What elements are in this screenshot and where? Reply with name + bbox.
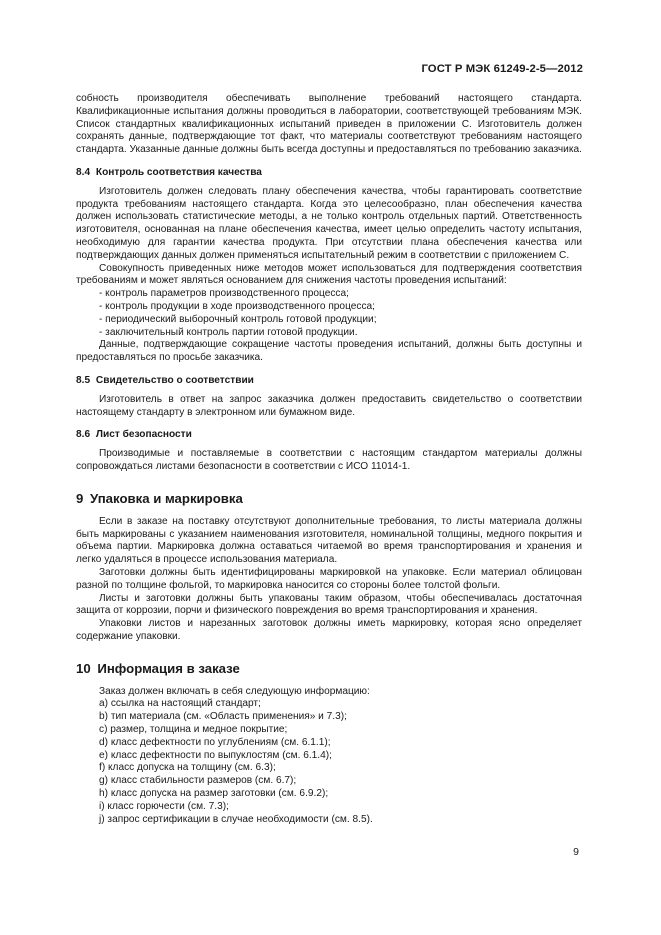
s9-paragraph-4: Упаковки листов и нарезанных заготовок должны иметь маркировку, которая ясно определяет содержание упаковки. [76, 618, 582, 642]
s9-paragraph-1: Если в заказе на поставку отсутствуют дополнительные требования, то листы материала должны быть маркированы с указанием наименования изготовителя, номинальной толщины, медного покрытия и объема партии. Маркировка должна оставаться читаемой во время транспортирования и хранения и легко удаляться в процессе использования материала. [76, 515, 582, 566]
subsection-title: Лист безопасности [95, 429, 192, 441]
subsection-number: 8.6 [76, 429, 91, 441]
subsection-title: Свидетельство о соответствии [95, 374, 254, 386]
subsection-8-6-heading [76, 429, 582, 442]
page-number: 9 [573, 846, 579, 858]
s84-list-item: - контроль параметров производственного процесса; [99, 288, 349, 300]
s10-list-item: i) класс горючести (см. 7.3); [99, 800, 229, 812]
s9-paragraph-2: Заготовки должны быть идентифицированы маркировкой на упаковке. Если материал облицован разной по толщине фольгой, то маркировка наносится со стороны более толстой фольги. [76, 566, 582, 591]
s10-list-item: c) размер, толщина и медное покрытие; [99, 724, 288, 736]
s10-list-item: b) тип материала (см. «Область применения» и 7.3); [99, 711, 347, 723]
s10-list-item: a) ссылка на настоящий стандарт; [99, 698, 261, 710]
section-number: 9 [76, 490, 84, 506]
s9-paragraph-3: Листы и заготовки должны быть упакованы таким образом, чтобы обеспечивалась достаточная защита от коррозии, порчи и физического повреждения во время транспортирования и хранения. [76, 592, 582, 617]
section-title: Упаковка и маркировка [90, 490, 243, 506]
s10-list-item: d) класс дефектности по углублениям (см. 6.1.1); [99, 736, 331, 748]
s84-list-item: - заключительный контроль партии готовой продукции. [99, 326, 358, 338]
page-content [76, 93, 582, 826]
intro-paragraph: собность производителя обеспечивать выполнение требований настоящего стандарта. Квалификационные испытания должны проводиться в лаборатории, соответствующей требованиям МЭК. Список стандартных квалификационных испытаний приведен в приложении С. Изготовитель должен сохранять данные, подтверждающие тот факт, что материалы соответствуют требованиям настоящего стандарта. Указанные данные должны быть всегда доступны и предоставляться по требованию заказчика. [76, 93, 582, 156]
section-10-heading [76, 661, 582, 677]
document-header-id: ГОСТ Р МЭК 61249-2-5—2012 [421, 63, 583, 75]
s10-list-item: e) класс дефектности по выпуклостям (см. 6.1.4); [99, 749, 332, 761]
s10-list-item: h) класс допуска на размер заготовки (см. 6.9.2); [99, 788, 329, 800]
subsection-8-4-heading [76, 167, 582, 180]
s10-list-item: g) класс стабильности размеров (см. 6.7); [99, 775, 297, 787]
s86-paragraph-1: Производимые и поставляемые в соответствии с настоящим стандартом материалы должны сопровождаться листами безопасности в соответствии с ИСО 11014-1. [76, 448, 582, 472]
s85-paragraph-1: Изготовитель в ответ на запрос заказчика должен предоставить свидетельство о соответствии настоящему стандарту в электронном или бумажном виде. [76, 393, 582, 418]
subsection-number: 8.4 [76, 166, 91, 178]
subsection-number: 8.5 [76, 374, 91, 386]
s10-list-item: j) запрос сертификации в случае необходимости (см. 8.5). [99, 813, 373, 825]
section-9-heading [76, 491, 582, 507]
s10-list-item: f) класс допуска на толщину (см. 6.3); [99, 762, 276, 774]
subsection-title: Контроль соответствия качества [95, 166, 262, 178]
section-title: Информация в заказе [97, 660, 240, 676]
subsection-8-5-heading [76, 375, 582, 388]
s84-paragraph-3: Данные, подтверждающие сокращение частоты проведения испытаний, должны быть доступны и предоставляться по просьбе заказчика. [76, 339, 582, 364]
section-number: 10 [76, 660, 91, 676]
s84-list-item: - контроль продукции в ходе производственного процесса; [99, 300, 375, 312]
s84-paragraph-1: Изготовитель должен следовать плану обеспечения качества, чтобы гарантировать соответствие продукта требованиям настоящего стандарта. Когда это целесообразно, план обеспечения качества должен использовать статистические методы, а не только контроль отдельных партий. Ответственность изготовителя, основанная на плане обеспечения качества, имеет целью определить частоту испытания, необходимую для гарантии качества продукта. При отсутствии плана обеспечения качества или подтверждающих данных должен применяться испытательный режим в соответствии с приложением С. [76, 185, 582, 261]
s10-intro: Заказ должен включать в себя следующую информацию: [99, 685, 370, 697]
s84-paragraph-2: Совокупность приведенных ниже методов может использоваться для подтверждения соответствия требованиям и может являться основанием для снижения частоты проведения испытаний: [76, 262, 582, 287]
s84-list-item: - периодический выборочный контроль готовой продукции; [99, 313, 377, 325]
